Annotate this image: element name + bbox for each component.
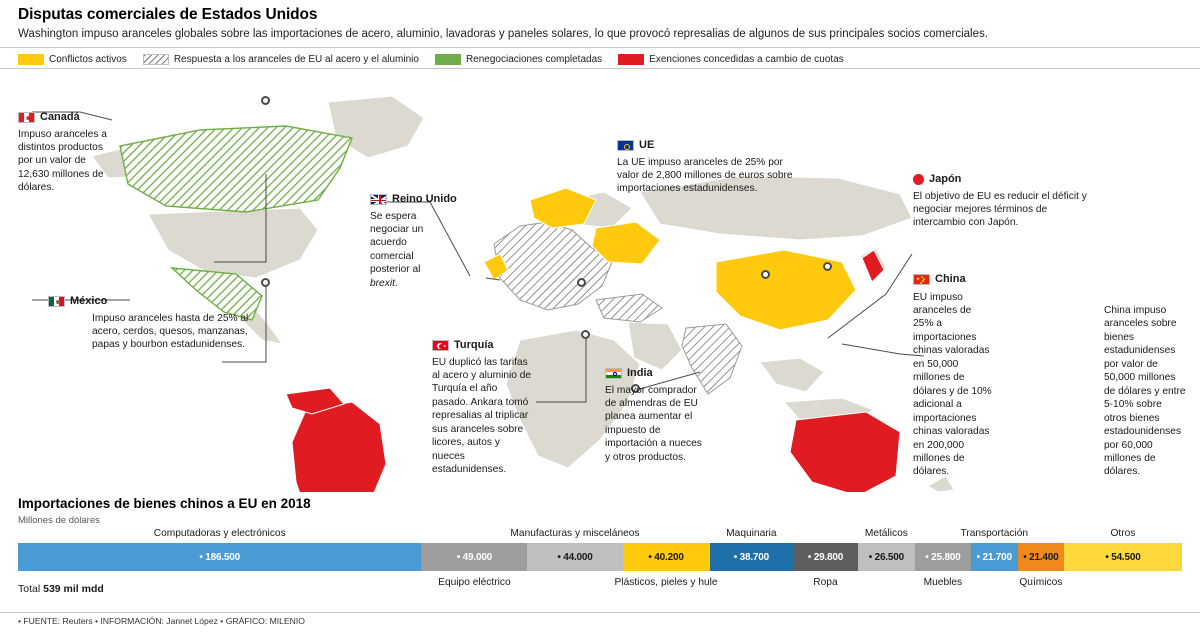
map-region-australia[interactable]	[790, 412, 900, 492]
bar-value: • 38.700	[733, 551, 770, 563]
legend-item-renegociaciones	[435, 54, 602, 65]
bar-value: • 29.800	[807, 551, 844, 563]
callout-header	[913, 172, 1091, 187]
map-region-china[interactable]	[716, 250, 856, 330]
bar-value: • 44.000	[557, 551, 593, 563]
callout-body: La UE impuso aranceles de 25% por valor de 2,800 millones de euros sobre importaciones estadunidenses.	[617, 156, 793, 195]
page-subtitle: Washington impuso aranceles globales sobre las importaciones de acero, aluminio, lavadoras y paneles solares, lo que provocó represalias de algunos de sus principales socios comerciales.	[18, 28, 988, 40]
bar-category-label: Otros	[1110, 528, 1136, 539]
callout-title: China	[935, 273, 966, 285]
bottom-chart-section	[0, 492, 1200, 639]
callout-title: Turquía	[454, 339, 494, 351]
callout-body: Impuso aranceles hasta de 25% al acero, cerdos, quesos, manzanas, papas y bourbon estadunidenses.	[92, 312, 249, 351]
bar-category-label: Maquinaria	[726, 528, 777, 539]
chart-title: Importaciones de bienes chinos a EU en 2018	[18, 496, 311, 511]
chart-total-label: Total	[18, 583, 41, 595]
callout-body: EU duplicó las tarifas al acero y aluminio de Turquía el año pasado. Ankara tomó represalias al triplicar sus aranceles sobre licores, autos y nueces estadunidenses.	[432, 356, 532, 476]
page-title: Disputas comerciales de Estados Unidos	[18, 6, 318, 23]
bar-segment[interactable]	[858, 528, 915, 571]
bar-value: • 49.000	[456, 551, 493, 563]
marker-dot-japan-icon	[913, 174, 924, 185]
callout-header	[18, 110, 110, 125]
bar-category-label: Metálicos	[864, 528, 908, 539]
bar-category-label: Plásticos, pieles y hule	[614, 577, 718, 588]
map-marker-canada[interactable]	[261, 96, 270, 105]
flag-canada-icon	[18, 112, 35, 123]
bar-segment[interactable]	[960, 528, 1029, 571]
bar-value: • 40.200	[648, 551, 684, 563]
flag-eu-icon	[617, 140, 634, 151]
bar-value: • 186.500	[199, 551, 241, 563]
legend-swatch-hatch	[143, 54, 169, 65]
legend-item-respuesta-aranceles	[143, 54, 419, 65]
map-marker-mexico[interactable]	[261, 278, 270, 287]
callout-title: India	[627, 367, 653, 379]
bar-category-label: Muebles	[923, 577, 963, 588]
callout-china-secondary	[1104, 304, 1186, 479]
callout-body: Impuso aranceles a distintos productos por un valor de 12,630 millones de dólares.	[18, 128, 107, 194]
bar-segment[interactable]	[18, 528, 421, 571]
legend-item-exenciones	[618, 54, 844, 65]
flag-india-icon	[605, 368, 622, 379]
legend-swatch-red	[618, 54, 644, 65]
map-marker-japan[interactable]	[823, 262, 832, 271]
bar-segment[interactable]	[510, 528, 640, 571]
legend-label: Conflictos activos	[49, 53, 127, 65]
chart-subtitle: Millones de dólares	[18, 515, 100, 526]
callout-title: Canadá	[40, 111, 80, 123]
bar-segment[interactable]	[421, 543, 527, 588]
legend-label: Respuesta a los aranceles de EU al acero y el aluminio	[173, 53, 419, 65]
bar-value: • 21.400	[1023, 551, 1059, 563]
flag-turkey-icon	[432, 340, 449, 351]
bar-value: • 21.700	[976, 551, 1012, 563]
callout-body: China impuso aranceles sobre bienes estadunidenses por valor de 50,000 millones de dólares y entre 5-10% sobre otros bienes estadounidenses por 60,000 millones de dólares.	[1104, 305, 1186, 478]
map-svg	[0, 72, 1200, 492]
callout-turquia	[432, 338, 532, 477]
legend-item-conflictos-activos	[18, 54, 127, 65]
legend-label: Exenciones concedidas a cambio de cuotas	[649, 53, 844, 65]
legend-swatch-green	[435, 54, 461, 65]
source-note: • FUENTE: Reuters • INFORMACIÓN: Jannet López • GRÁFICO: MILENIO	[18, 616, 305, 626]
bar-segment[interactable]	[793, 543, 857, 588]
map-region-turkey[interactable]	[596, 294, 662, 322]
callout-china	[913, 272, 993, 479]
bar-category-label: Manufacturas y misceláneos	[510, 528, 640, 539]
bar-segment[interactable]	[614, 543, 718, 588]
map-marker-turkey[interactable]	[581, 330, 590, 339]
callout-header	[605, 366, 707, 381]
callout-header	[432, 338, 532, 353]
callout-body: Se espera negociar un acuerdo comercial posterior al brexit.	[370, 210, 424, 289]
bar-category-label: Computadoras y electrónicos	[153, 528, 286, 539]
legend-label: Renegociaciones completadas	[465, 53, 603, 65]
bar-value: • 25.800	[925, 551, 961, 563]
callout-title: UE	[639, 139, 655, 151]
chart-total	[18, 583, 104, 595]
callout-mexico	[48, 294, 268, 352]
bar-category-label: Ropa	[813, 577, 838, 588]
divider-bottom	[0, 68, 1200, 69]
bar-value: • 26.500	[868, 551, 904, 563]
world-map	[0, 72, 1200, 492]
callout-title: Japón	[929, 173, 962, 185]
bar-category-label: Químicos	[1019, 577, 1063, 588]
callout-header	[48, 294, 268, 309]
callout-body: EU impuso aranceles de 25% a importaciones chinas valoradas en 50,000 millones de dólares y de 10% adicional a importaciones chinas valoradas en 200,000 millones de dólares.	[913, 291, 992, 478]
callout-body-italic: brexit	[370, 277, 395, 289]
callout-header	[913, 272, 993, 287]
callout-reino-unido	[370, 192, 457, 290]
callout-header	[370, 192, 457, 207]
bar-segment[interactable]	[1018, 543, 1064, 588]
callout-body: El objetivo de EU es reducir el déficit y negociar mejores términos de intercambio con Japón.	[913, 190, 1087, 229]
flag-mexico-icon	[48, 296, 65, 307]
bar-segment[interactable]	[915, 543, 971, 588]
stacked-bar-chart	[18, 528, 1182, 588]
callout-ue	[617, 138, 797, 196]
bar-segment[interactable]	[710, 528, 794, 571]
map-marker-china[interactable]	[761, 270, 770, 279]
callout-japon	[913, 172, 1091, 230]
callout-body: El mayor comprador de almendras de EU planea aumentar el impuesto de importación a nueces y otros productos.	[605, 384, 702, 463]
flag-uk-icon	[370, 194, 387, 205]
map-region-south-america[interactable]	[292, 402, 386, 492]
map-marker-uk[interactable]	[577, 278, 586, 287]
flag-china-icon	[913, 274, 930, 285]
bar-category-label: Transportación	[960, 528, 1029, 539]
bar-value: • 54.500	[1105, 551, 1141, 563]
bar-category-label: Equipo eléctrico	[438, 577, 511, 588]
callout-title: México	[70, 295, 108, 307]
callout-header	[617, 138, 797, 153]
map-region-canada[interactable]	[120, 126, 352, 212]
callout-canada	[18, 110, 110, 195]
legend-swatch-yellow	[18, 54, 44, 65]
bar-segment[interactable]	[1064, 528, 1182, 571]
callout-india	[605, 366, 707, 464]
callout-title: Reino Unido	[392, 193, 457, 205]
legend	[18, 51, 844, 67]
divider-source	[0, 612, 1200, 613]
divider-top	[0, 47, 1200, 48]
chart-total-value: 539 mil mdd	[43, 583, 104, 595]
